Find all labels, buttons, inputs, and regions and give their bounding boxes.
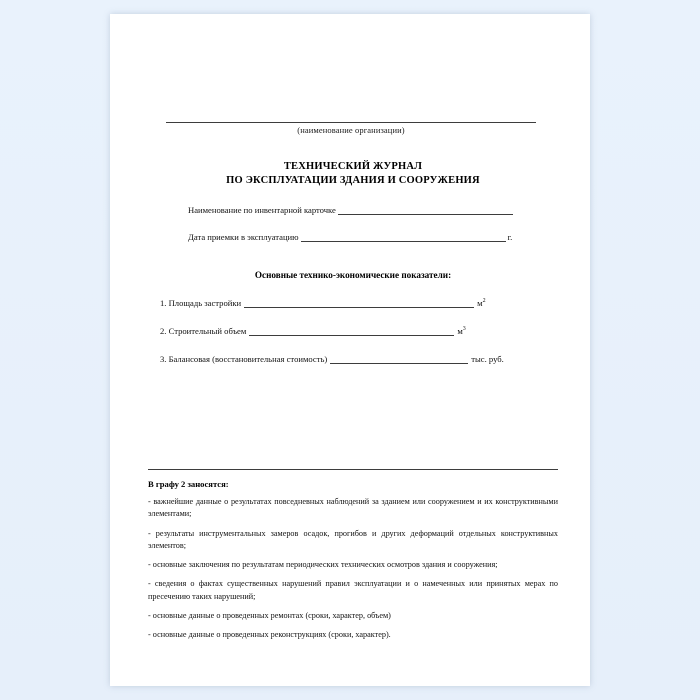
item-building-volume-label: 2. Строительный объем <box>160 326 247 337</box>
document-title-line1: ТЕХНИЧЕСКИЙ ЖУРНАЛ <box>283 161 423 172</box>
field-acceptance-date <box>148 232 558 242</box>
field-acceptance-date-input[interactable] <box>301 232 506 242</box>
field-inventory-card-label: Наименование по инвентарной карточке <box>188 205 336 216</box>
document-sheet <box>110 14 590 686</box>
item-building-area <box>148 298 558 308</box>
item-building-volume-input[interactable] <box>249 326 454 336</box>
notes-item: - сведения о фактах существенных нарушений правил эксплуатации и о намеченных или принятых мерах по пресечению таких нарушений; <box>148 579 558 601</box>
notes-item: - основные данные о проведенных ремонтах (сроки, характер, объем) <box>148 611 391 621</box>
notes-block <box>148 469 558 642</box>
field-acceptance-date-label: Дата приемки в эксплуатацию <box>188 232 299 243</box>
item-balance-cost-unit: тыс. руб. <box>471 354 504 365</box>
item-balance-cost <box>148 354 558 364</box>
notes-item: - результаты инструментальных замеров осадок, прогибов и других деформаций отдельных конструктивных элементов; <box>148 528 558 550</box>
notes-item: - основные заключения по результатам периодических технических осмотров здания и сооружения; <box>148 560 498 570</box>
item-balance-cost-input[interactable] <box>330 354 468 364</box>
notes-item: - основные данные о проведенных реконструкциях (сроки, характер). <box>148 630 391 640</box>
document-title-line2: ПО ЭКСПЛУАТАЦИИ ЗДАНИЯ И СООРУЖЕНИЯ <box>226 175 480 187</box>
organization-rule <box>166 122 536 123</box>
notes-item: - важнейшие данные о результатах повседневных наблюдений за зданием или сооружением и их конструктивными элементами; <box>148 497 558 519</box>
field-inventory-card <box>148 205 558 215</box>
section-heading: Основные технико-экономические показатели: <box>254 270 452 281</box>
item-building-volume-unit: $м^3$ <box>457 326 466 337</box>
item-building-area-label: 1. Площадь застройки <box>160 298 242 309</box>
item-building-volume <box>148 326 558 336</box>
notes-title: В графу 2 заносятся: <box>148 479 229 489</box>
field-acceptance-date-suffix: г. <box>507 232 513 243</box>
notes-separator <box>148 469 558 470</box>
field-inventory-card-input[interactable] <box>338 205 513 215</box>
item-building-area-unit: $м^2$ <box>477 298 486 309</box>
document-title <box>148 160 558 188</box>
item-balance-cost-label: 3. Балансовая (восстановительная стоимость) <box>160 354 328 365</box>
item-building-area-input[interactable] <box>244 298 474 308</box>
organization-caption: (наименование организации) <box>297 125 405 135</box>
